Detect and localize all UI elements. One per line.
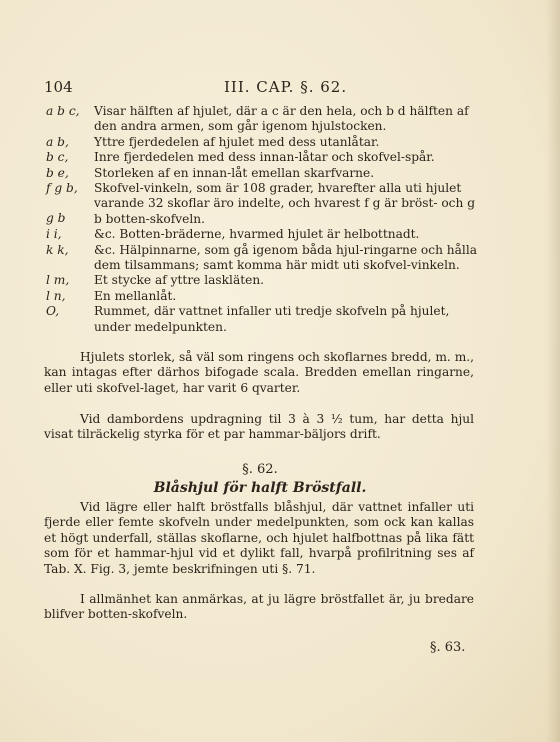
definition-text: Et stycke af yttre laskläten. xyxy=(94,273,265,288)
definition-label: b c, xyxy=(46,150,69,165)
definition-item xyxy=(44,289,484,304)
definition-item xyxy=(44,166,484,181)
definition-item xyxy=(44,181,484,227)
paragraph-half-breast: Vid lägre eller halft bröstfalls blåshjul, där vattnet infaller uti fjerde eller femte skofveln under medelpunkten, som ock kan kallas et högt underfall, ställas skoflarne, och hjulet halfbottnas på lika fätt som för et hammar-hjul vid et dylikt fall, hvarpå profilritning ses af Tab. X. Fig. 3, jemte beskrifningen uti §. 71. xyxy=(44,500,474,576)
definition-list xyxy=(44,104,484,335)
definition-item xyxy=(44,304,484,335)
paragraph-wheel-size: Hjulets storlek, så väl som ringens och skoflarnes bredd, m. m., kan intagas efter därhos bifogade scala. Bredden emellan ringarne, eller uti skofvel-laget, har varit 6 qvarter. xyxy=(44,350,474,395)
definition-item xyxy=(44,273,484,288)
definition-item xyxy=(44,150,484,165)
definition-label: f g b, xyxy=(46,181,78,196)
definition-text: Storleken af en innan-låt emellan skarfvarne. xyxy=(94,165,375,180)
definition-item xyxy=(44,104,484,135)
definition-label: l m, xyxy=(46,273,70,288)
definition-item xyxy=(44,135,484,150)
definition-item xyxy=(44,243,484,274)
definition-text: &c. Botten-bräderne, hvarmed hjulet är helbottnadt. xyxy=(94,227,420,242)
definition-text: &c. Hälpinnarne, som gå igenom båda hjul-ringarne och hålla dem tilsammans; samt komma här midt uti skofvel-vinkeln. xyxy=(94,242,477,273)
definition-label: l n, xyxy=(46,288,66,303)
page-number: 104 xyxy=(44,78,73,96)
paragraph-dam-board: Vid dambordens updragning til 3 à 3 ½ tum, har detta hjul visat tilräckelig styrka för et par hammar-bäljors drift. xyxy=(44,412,474,442)
section-title: Blåshjul för halft Bröstfall. xyxy=(153,480,367,496)
definition-sublabel: g b xyxy=(46,211,66,226)
definition-text: Rummet, där vattnet infaller uti tredje skofveln på hjulet, under medelpunkten. xyxy=(94,304,450,334)
definition-label: b e, xyxy=(46,165,69,180)
definition-label: a b, xyxy=(46,134,69,149)
page-header xyxy=(44,78,474,102)
definition-text: Yttre fjerdedelen af hjulet med dess utanlåtar. xyxy=(94,134,380,149)
definition-label: i i, xyxy=(46,227,62,242)
catchword: §. 63. xyxy=(430,640,466,655)
definition-text: En mellanlåt. xyxy=(94,288,177,303)
paragraph-general-note: I allmänhet kan anmärkas, at ju lägre bröstfallet är, ju bredare blifver botten-skofveln. xyxy=(44,592,474,622)
section-number: §. 62. xyxy=(242,462,278,477)
definition-label: O, xyxy=(46,304,60,319)
running-head: III. CAP. §. 62. xyxy=(224,78,348,96)
definition-label: k k, xyxy=(46,242,69,257)
definition-label: a b c, xyxy=(46,104,80,118)
definition-item xyxy=(44,227,484,242)
definition-text: Visar hälften af hjulet, där a c är den hela, och b d hälften af den andra armen, som går igenom hjulstocken. xyxy=(94,104,469,134)
definition-text: Skofvel-vinkeln, som är 108 grader, hvarefter alla uti hjulet varande 32 skoflar äro indelte, och hvarest f g är bröst- och g b botten-skofveln. xyxy=(94,181,476,226)
definition-text: Inre fjerdedelen med dess innan-låtar och skofvel-spår. xyxy=(94,150,435,165)
